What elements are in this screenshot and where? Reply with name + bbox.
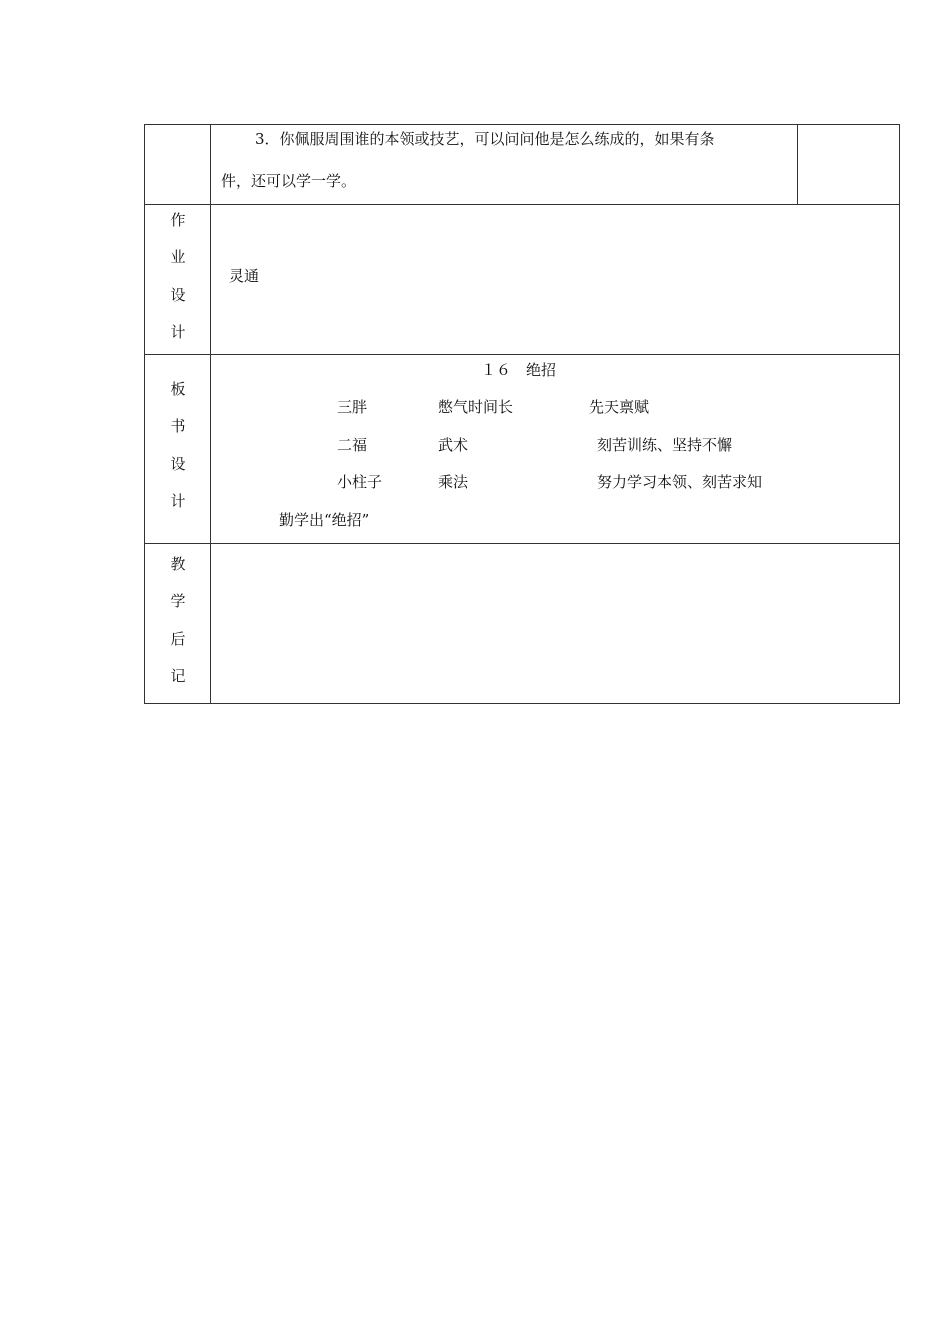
board-row-reason: 努力学习本领、刻苦求知 bbox=[597, 473, 763, 491]
board-row-reason: 先天禀赋 bbox=[589, 398, 650, 416]
label-char: 计 bbox=[170, 323, 186, 341]
label-char: 板 bbox=[170, 380, 186, 398]
label-char: 业 bbox=[170, 248, 186, 266]
label-char: 计 bbox=[170, 492, 186, 510]
board-row-reason: 刻苦训练、坚持不懈 bbox=[597, 436, 733, 454]
row-divider bbox=[145, 204, 899, 205]
label-char: 学 bbox=[170, 592, 186, 610]
label-char: 设 bbox=[170, 455, 186, 473]
label-char: 设 bbox=[170, 286, 186, 304]
board-row-skill: 乘法 bbox=[438, 473, 469, 491]
label-char: 记 bbox=[170, 667, 186, 685]
label-char: 后 bbox=[170, 630, 186, 648]
row-divider bbox=[145, 543, 899, 544]
activity-line-2: 件，还可以学一学。 bbox=[221, 172, 357, 190]
label-char: 教 bbox=[170, 555, 186, 573]
board-row-skill: 武术 bbox=[438, 436, 469, 454]
board-title: １６ 绝招 bbox=[481, 361, 557, 379]
row-divider bbox=[145, 354, 899, 355]
column-divider bbox=[797, 125, 798, 204]
label-char: 书 bbox=[170, 417, 186, 435]
homework-content: 灵通 bbox=[229, 267, 260, 285]
board-row-name: 小柱子 bbox=[337, 473, 383, 491]
board-row-name: 二福 bbox=[337, 436, 368, 454]
board-row-name: 三胖 bbox=[337, 398, 368, 416]
board-conclusion: 勤学出“绝招” bbox=[279, 511, 370, 529]
activity-line-1: 3．你佩服周围谁的本领或技艺，可以问问他是怎么练成的，如果有条 bbox=[255, 130, 715, 148]
lesson-plan-table bbox=[144, 124, 900, 704]
label-char: 作 bbox=[170, 211, 186, 229]
board-row-skill: 憋气时间长 bbox=[438, 398, 514, 416]
